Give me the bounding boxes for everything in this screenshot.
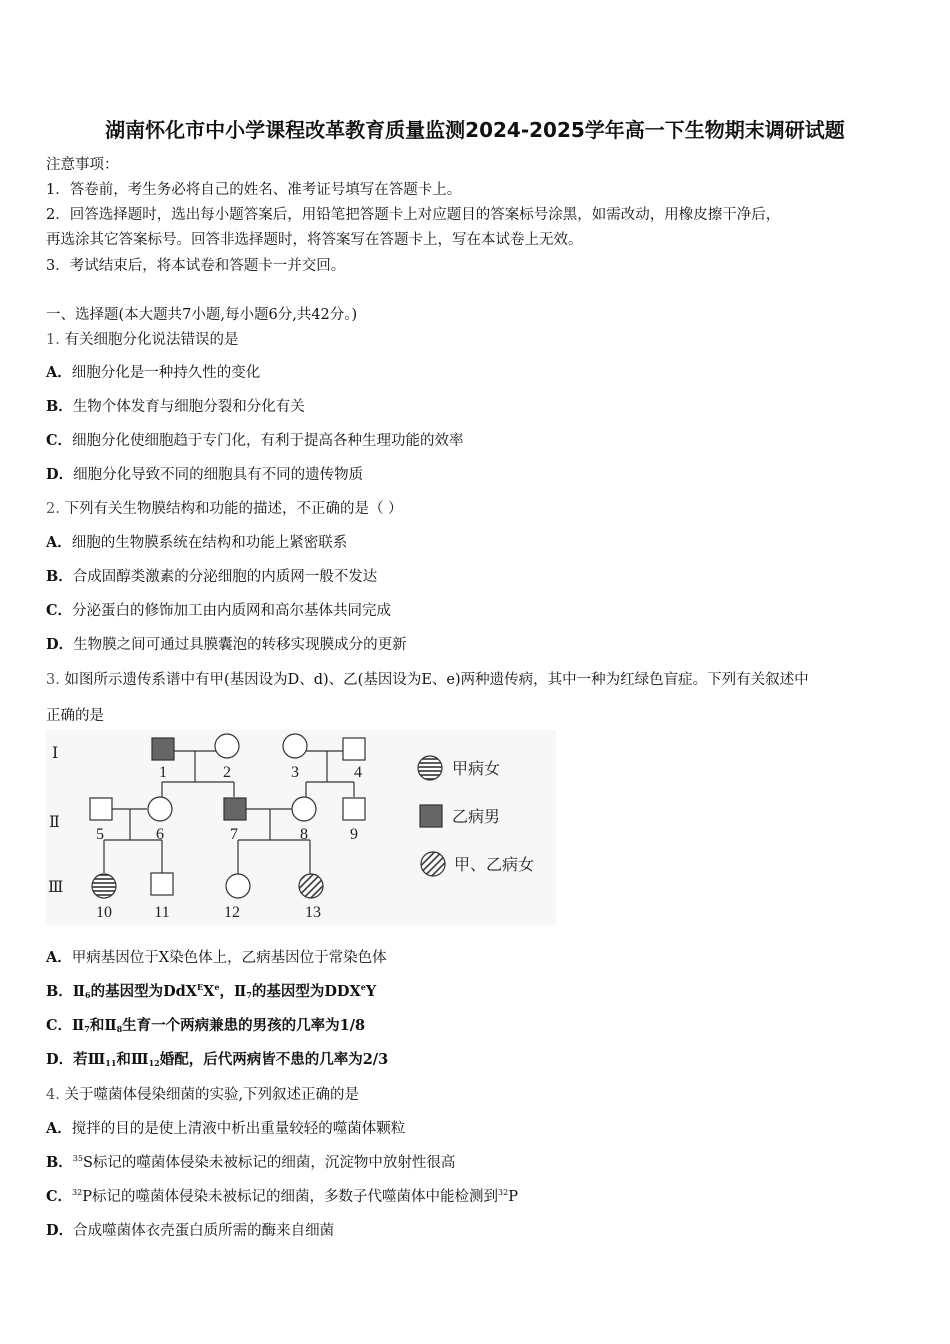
legend-both-female-icon bbox=[421, 852, 445, 876]
q3-option-a: A．甲病基因位于X染色体上，乙病基因位于常染色体 bbox=[46, 949, 387, 966]
q3-option-b: B．$Ⅱ_6$的基因型为DdX$^E$Xe，$Ⅱ_7$的基因型为DDXeY bbox=[46, 982, 377, 1000]
individual-13 bbox=[299, 874, 323, 898]
question-4-stem bbox=[46, 1083, 359, 1104]
q4-option-c: C．$^{32}$P标记的噬菌体侵染未被标记的细菌，多数子代噬菌体中能检测到$^{32}$P bbox=[46, 1188, 518, 1205]
legend-yi-male-icon bbox=[420, 805, 442, 827]
notice-item: 1．答卷前，考生务必将自己的姓名、准考证号填写在答题卡上。 bbox=[46, 182, 462, 198]
individual-label: 4 bbox=[354, 764, 362, 781]
individual-1 bbox=[152, 738, 174, 760]
individual-4 bbox=[343, 738, 365, 760]
generation-label: Ⅱ bbox=[49, 814, 60, 831]
question-text: 如图所示遗传系谱中有甲(基因设为D、d)、乙(基因设为E、e)两种遗传病，其中一种为红绿色盲症。下列有关叙述中 bbox=[64, 672, 809, 688]
individual-label: 2 bbox=[223, 764, 231, 781]
q2-option-d: D．生物膜之间可通过具膜囊泡的转移实现膜成分的更新 bbox=[46, 636, 407, 653]
notice-item: 2．回答选择题时，选出每小题答案后，用铅笔把答题卡上对应题目的答案标号涂黑，如需改动，用橡皮擦干净后， bbox=[46, 207, 781, 223]
individual-label: 1 bbox=[159, 764, 167, 781]
legend-jia-female-icon bbox=[418, 756, 442, 780]
generation-label: Ⅰ bbox=[52, 745, 59, 762]
q1-option-d: D．细胞分化导致不同的细胞具有不同的遗传物质 bbox=[46, 466, 364, 483]
individual-11 bbox=[151, 873, 173, 895]
question-number: 1. bbox=[46, 332, 60, 348]
individual-10 bbox=[92, 874, 116, 898]
legend-label: 甲、乙病女 bbox=[454, 857, 535, 874]
notice-heading: 注意事项： bbox=[46, 157, 119, 173]
question-text: 关于噬菌体侵染细菌的实验,下列叙述正确的是 bbox=[64, 1087, 360, 1103]
individual-label: 10 bbox=[96, 904, 112, 921]
individual-label: 6 bbox=[156, 826, 164, 843]
question-2-stem bbox=[46, 497, 403, 518]
individual-7 bbox=[224, 798, 246, 820]
q3-option-d: D．若$Ⅲ_{11}$和$Ⅲ_{12}$婚配，后代两病皆不患的几率为2/3 bbox=[46, 1051, 389, 1068]
notice-item: 3．考试结束后，将本试卷和答题卡一并交回。 bbox=[46, 258, 346, 274]
individual-3 bbox=[283, 734, 307, 758]
question-3-stem bbox=[46, 668, 809, 689]
q4-option-d: D．合成噬菌体衣壳蛋白质所需的酶来自细菌 bbox=[46, 1222, 335, 1239]
question-number: 4. bbox=[46, 1087, 60, 1103]
individual-label: 13 bbox=[305, 904, 321, 921]
notice-item: 再选涂其它答案标号。回答非选择题时，将答案写在答题卡上，写在本试卷上无效。 bbox=[46, 232, 583, 248]
question-3-stem-continued: 正确的是 bbox=[46, 708, 104, 724]
page-title: 湖南怀化市中小学课程改革教育质量监测2024-2025学年高一下生物期末调研试题 bbox=[105, 118, 845, 142]
question-1-stem bbox=[46, 328, 238, 349]
q3-option-c: C．$Ⅱ_7$和$Ⅱ_8$生育一个两病兼患的男孩的几率为1/8 bbox=[46, 1017, 366, 1034]
individual-label: 9 bbox=[350, 826, 358, 843]
question-text: 有关细胞分化说法错误的是 bbox=[64, 332, 239, 348]
q2-option-b: B．合成固醇类激素的分泌细胞的内质网一般不发达 bbox=[46, 568, 378, 585]
individual-12 bbox=[226, 874, 250, 898]
q4-option-a: A．搅拌的目的是使上清液中析出重量较轻的噬菌体颗粒 bbox=[46, 1120, 406, 1137]
individual-label: 3 bbox=[291, 764, 299, 781]
pedigree-diagram bbox=[46, 730, 556, 925]
individual-label: 8 bbox=[300, 826, 308, 843]
q1-option-c: C．细胞分化使细胞趋于专门化，有利于提高各种生理功能的效率 bbox=[46, 432, 464, 449]
individual-label: 12 bbox=[224, 904, 240, 921]
section-heading: 一、选择题(本大题共7小题,每小题6分,共42分。) bbox=[46, 307, 358, 323]
question-number: 2. bbox=[46, 501, 60, 517]
individual-5 bbox=[90, 798, 112, 820]
individual-8 bbox=[292, 797, 316, 821]
individual-9 bbox=[343, 798, 365, 820]
individual-6 bbox=[148, 797, 172, 821]
legend-label: 乙病男 bbox=[452, 809, 501, 826]
q2-option-c: C．分泌蛋白的修饰加工由内质网和高尔基体共同完成 bbox=[46, 602, 392, 619]
q1-option-b: B．生物个体发育与细胞分裂和分化有关 bbox=[46, 398, 305, 415]
individual-2 bbox=[215, 734, 239, 758]
question-text: 下列有关生物膜结构和功能的描述，不正确的是（ ） bbox=[64, 501, 403, 517]
q2-option-a: A．细胞的生物膜系统在结构和功能上紧密联系 bbox=[46, 534, 348, 551]
individual-label: 11 bbox=[154, 904, 170, 921]
q4-option-b: B．$^{35}$S标记的噬菌体侵染未被标记的细菌，沉淀物中放射性很高 bbox=[46, 1154, 456, 1171]
generation-label: Ⅲ bbox=[48, 879, 64, 896]
question-number: 3. bbox=[46, 672, 60, 688]
legend-label: 甲病女 bbox=[452, 761, 501, 778]
individual-label: 5 bbox=[96, 826, 104, 843]
individual-label: 7 bbox=[230, 826, 238, 843]
q1-option-a: A．细胞分化是一种持久性的变化 bbox=[46, 364, 261, 381]
